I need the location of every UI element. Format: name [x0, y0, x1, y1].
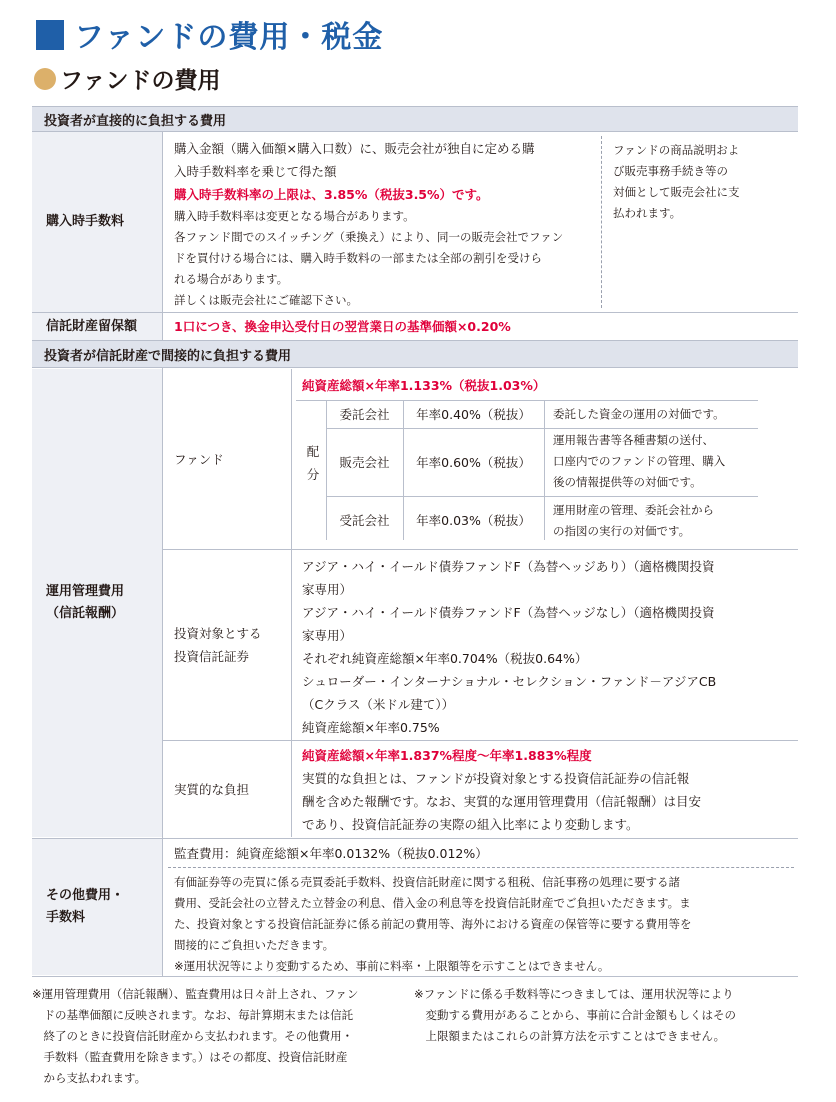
audit-fee: 監査費用：純資産総額×年率0.0132%（税抜0.012%） [174, 846, 488, 861]
other-line: 間接的にご負担いただきます。 [174, 938, 335, 952]
purchase-note: 購入時手数料率は変更となる場合があります。 [174, 209, 415, 223]
target-securities-list [302, 555, 792, 739]
label-line: その他費用・ [46, 888, 125, 903]
purchase-note: 各ファンド間でのスイッチング（乗換え）により、同一の販売会社でファン [174, 230, 564, 244]
alloc-char: 分 [306, 467, 320, 482]
effective-line: 実質的な負担とは、ファンドが投資対象とする投資信託証券の信託報 [302, 771, 690, 786]
allocation-label [303, 440, 323, 486]
page-title: ファンドの費用・税金 [74, 20, 384, 55]
target-line: 家専用） [302, 628, 353, 643]
desc-line: 運用財産の管理、委託会社から [553, 503, 714, 517]
footnote-left [32, 984, 407, 1089]
table-bottom-border [32, 976, 798, 977]
purchase-note: 詳しくは販売会社にご確認下さい。 [174, 293, 358, 307]
other-costs-detail [174, 872, 794, 977]
alloc-desc [553, 500, 763, 542]
direct-costs-header: 投資者が直接的に負担する費用 [32, 106, 798, 132]
target-line: アジア・ハイ・イールド債券ファンドF（為替ヘッジあり）（適格機関投資 [302, 559, 715, 574]
alloc-char: 配 [306, 444, 320, 459]
footnote-line: 変動する費用があることから、事前に合計金額もしくはその [414, 1008, 736, 1022]
dashed-divider [168, 867, 794, 868]
other-line: ※運用状況等により変動するため、事前に料率・上限額等を示すことはできません。 [174, 959, 610, 973]
desc-line: の指図の実行の対価です。 [553, 524, 691, 538]
effective-burden-content [302, 744, 792, 836]
retention-label: 信託財産留保額 [32, 313, 162, 340]
footnote-line: から支払われます。 [32, 1071, 147, 1085]
alloc-rate: 年率0.60%（税抜） [416, 455, 531, 470]
bullet-circle-icon [34, 68, 56, 90]
target-line: 家専用） [302, 582, 353, 597]
divider [291, 369, 292, 837]
other-line: 費用、受託会社の立替えた立替金の利息、借入金の利息等を投資信託財産でご負担いただきます。ま [174, 896, 691, 910]
target-line: アジア・ハイ・イールド債券ファンドF（為替ヘッジなし）（適格機関投資 [302, 605, 715, 620]
indirect-costs-header: 投資者が信託財産で間接的に負担する費用 [32, 340, 798, 368]
purchase-fee-label: 購入時手数料 [32, 132, 162, 312]
purchase-note: れる場合があります。 [174, 272, 289, 286]
side-line: 対価として販売会社に支 [613, 185, 740, 199]
management-fee-label [32, 369, 162, 837]
footnote-right [414, 984, 809, 1047]
alloc-desc: 委託した資金の運用の対価です。 [553, 407, 725, 421]
purchase-max-rate: 購入時手数料率の上限は、3.85%（税抜3.5%）です。 [174, 187, 489, 202]
footnote-line: 上限額またはこれらの計算方法を示すことはできません。 [414, 1029, 726, 1043]
side-line: ファンドの商品説明およ [613, 143, 740, 157]
alloc-party: 委託会社 [339, 407, 390, 422]
effective-burden-label: 実質的な負担 [174, 781, 250, 797]
label-line: 投資対象とする [174, 626, 262, 641]
footnote-line: ※運用管理費用（信託報酬）、監査費用は日々計上され、ファン [32, 987, 359, 1001]
alloc-party: 受託会社 [339, 512, 390, 528]
fund-label: ファンド [174, 451, 224, 467]
alloc-rate: 年率0.40%（税抜） [416, 407, 531, 422]
label-line: 手数料 [46, 910, 86, 925]
section-subtitle: ファンドの費用 [60, 68, 221, 94]
target-line: それぞれ純資産総額×年率0.704%（税抜0.64%） [302, 651, 588, 666]
divider [162, 132, 163, 340]
fund-total-rate: 純資産総額×年率1.133%（税抜1.03%） [302, 378, 546, 393]
effective-line: であり、投資信託証券の実際の組入比率により変動します。 [302, 817, 639, 832]
dashed-divider [601, 136, 602, 308]
target-line: 純資産総額×年率0.75% [302, 720, 440, 735]
target-line: シュローダー・インターナショナル・セレクション・ファンド－アジアCB [302, 674, 717, 689]
other-costs-label [32, 839, 162, 975]
purchase-line: 入時手数料率を乗じて得た額 [174, 164, 337, 179]
retention-value: 1口につき、換金申込受付日の翌営業日の基準価額×0.20% [174, 319, 511, 334]
footnote-line: 終了のときに投資信託財産から支払われます。その他費用・ [32, 1029, 354, 1043]
desc-line: 後の情報提供等の対価です。 [553, 475, 702, 489]
purchase-line: 購入金額（購入価額×購入口数）に、販売会社が独自に定める購 [174, 141, 535, 156]
effective-rate: 純資産総額×年率1.837%程度～年率1.883%程度 [302, 748, 592, 763]
divider [544, 400, 545, 540]
side-line: び販売事務手続き等の [613, 164, 728, 178]
footnote-line: 手数料（監査費用を除きます。）はその都度、投資信託財産 [32, 1050, 348, 1064]
purchase-note: ドを買付ける場合には、購入時手数料の一部または全部の割引を受けら [174, 251, 542, 265]
footnote-line: ※ファンドに係る手数料等につきましては、運用状況等により [414, 987, 734, 1001]
desc-line: 口座内でのファンドの管理、購入 [553, 454, 726, 468]
footnote-line: ドの基準価額に反映されます。なお、毎計算期末または信託 [32, 1008, 354, 1022]
target-securities-label [174, 550, 289, 740]
title-square-icon [36, 20, 64, 50]
effective-line: 酬を含めた報酬です。なお、実質的な運用管理費用（信託報酬）は目安 [302, 794, 702, 809]
label-line: 投資信託証券 [174, 649, 250, 664]
purchase-fee-side-note [613, 140, 793, 224]
alloc-rate: 年率0.03%（税抜） [416, 512, 531, 528]
label-line: （信託報酬） [46, 606, 125, 621]
divider [162, 368, 163, 838]
side-line: 払われます。 [613, 206, 682, 220]
alloc-desc [553, 430, 763, 493]
purchase-fee-content [174, 137, 594, 311]
other-line: た、投資対象とする投資信託証券に係る前記の費用等、海外における資産の保管等に要する費用等を [174, 917, 692, 931]
label-line: 運用管理費用 [46, 584, 125, 599]
target-line: （Cクラス（米ドル建て）） [302, 697, 455, 712]
other-line: 有価証券等の売買に係る売買委託手数料、投資信託財産に関する租税、信託事務の処理に要する諸 [174, 875, 680, 889]
alloc-party: 販売会社 [339, 455, 390, 470]
divider [162, 838, 163, 976]
desc-line: 運用報告書等各種書類の送付、 [553, 433, 714, 447]
